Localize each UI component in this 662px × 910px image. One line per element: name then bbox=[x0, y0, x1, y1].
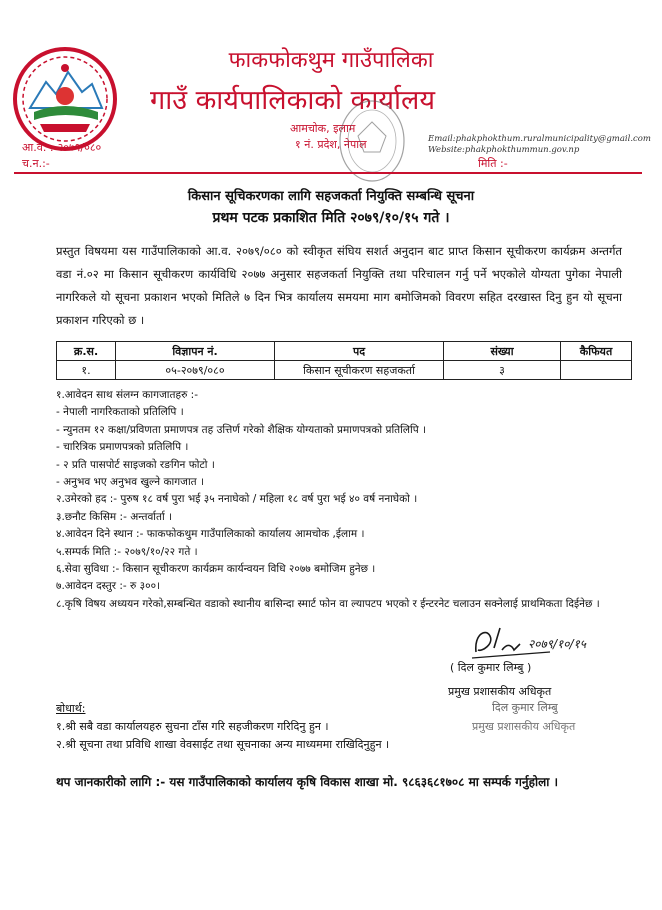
notice-title: किसान सूचिकरणका लागि सहजकर्ता नियुक्ति सम्बन्धि सूचना bbox=[187, 189, 475, 204]
column-header: संख्या bbox=[444, 342, 561, 361]
municipality-name: फाकफोकथुम गाउँपालिका bbox=[228, 48, 434, 73]
table-cell: किसान सूचीकरण सहजकर्ता bbox=[275, 361, 444, 380]
signatory-designation: प्रमुख प्रशासकीय अधिकृत bbox=[448, 685, 552, 698]
address-line-1: आमचोक, इलाम bbox=[290, 122, 356, 135]
distribution-item: २.श्री सूचना तथा प्रविधि शाखा वेवसाईट तथा सूचनाका अन्य माध्यममा राखिदिनुहुन । bbox=[56, 738, 390, 751]
notice-body: प्रस्तुत विषयमा यस गाउँपालिकाको आ.व. २०७९/०८० को स्वीकृत संघिय सशर्त अनुदान बाट प्राप्त किसान सूचीकरण कार्यक्रम अन्तर्गत वडा नं.०२ मा किसान सूचीकरण कार्यविधि २०७७ अनुसार सहजकर्ता नियुक्ति तथा परिचालन गर्नु पर्ने भएकोले योग्यता पुगेका नेपाली नागरिकले यो सूचना प्रकाशन भएको मितिले ७ दिन भित्र कार्यालय समयमा माग बमोजिमको विवरण सहित दरखास्त दिनु हुन यो सूचना प्रकाशन गरिएको छ । bbox=[56, 244, 622, 327]
table-cell: १. bbox=[57, 361, 116, 380]
office-name: गाउँ कार्यपालिकाको कार्यालय bbox=[150, 85, 435, 116]
email-address: Email:phakphokthum.ruralmunicipality@gmail.com bbox=[428, 134, 651, 144]
table-header-row bbox=[57, 342, 632, 361]
requirements-list bbox=[56, 387, 636, 613]
header-divider bbox=[14, 172, 642, 174]
table-row bbox=[57, 361, 632, 380]
column-header: विज्ञापन नं. bbox=[116, 342, 275, 361]
contact-footer: थप जानकारीको लागि :- यस गाउँपालिकाको कार्यालय कृषि विकास शाखा मो. ९८६३६८१७०८ मा सम्पर्क गर्नुहोला । bbox=[56, 775, 559, 789]
signatory-name: ( दिल कुमार लिम्बु ) bbox=[450, 661, 532, 674]
publication-date: प्रथम पटक प्रकाशित मिति २०७९/१०/१५ गते । bbox=[212, 210, 450, 226]
list-item: ४.आवेदन दिने स्थान :- फाकफोकथुम गाउँपालिकाको कार्यालय आमचोक ,ईलाम । bbox=[56, 528, 365, 541]
website-address: Website:phakphokthummun.gov.np bbox=[428, 145, 580, 155]
list-item: ३.छनौट किसिम :- अन्तर्वार्ता । bbox=[56, 510, 173, 523]
distribution-item: १.श्री सबै वडा कार्यालयहरु सुचना टाँस गरि सहजीकरण गरिदिनु हुन । bbox=[56, 720, 329, 733]
list-item: - नेपाली नागरिकताको प्रतिलिपि । bbox=[56, 406, 184, 419]
reference-number: च.न.:- bbox=[22, 157, 50, 170]
svg-text:२०७९/१०/१५: २०७९/१०/१५ bbox=[528, 637, 587, 651]
table-cell: ३ bbox=[444, 361, 561, 380]
vacancy-table bbox=[56, 341, 632, 380]
distribution-label: बोधार्थ: bbox=[56, 702, 86, 715]
list-item: ५.सम्पर्क मिति :- २०७९/१०/२२ गते । bbox=[56, 545, 198, 558]
list-item: २.उमेरको हद :- पुरुष १८ वर्ष पुरा भई ३५ ननाघेको / महिला १८ वर्ष पुरा भई ४० वर्ष ननाघेको । bbox=[56, 493, 418, 506]
list-item: ७.आवेदन दस्तुर :- रु ३००। bbox=[56, 580, 161, 593]
name-stamp: दिल कुमार लिम्बु bbox=[492, 701, 558, 714]
designation-stamp: प्रमुख प्रशासकीय अधिकृत bbox=[472, 720, 576, 733]
date-label: मिति :- bbox=[478, 157, 508, 170]
column-header: क्र.स. bbox=[57, 342, 116, 361]
table-cell: ०५-२०७९/०८० bbox=[116, 361, 275, 380]
list-item: १.आवेदन साथ संलग्न कागजातहरु :- bbox=[56, 389, 199, 401]
address-line-2: १ नं. प्रदेश, नेपाल bbox=[295, 138, 367, 151]
table-cell bbox=[561, 361, 632, 380]
list-item: - २ प्रति पासपोर्ट साइजको रङगिन फोटो । bbox=[56, 458, 215, 471]
list-item: - अनुभव भए अनुभव खुल्ने कागजात । bbox=[56, 475, 204, 488]
list-item: ८.कृषि विषय अध्ययन गरेको,सम्बन्धित वडाको स्थानीय बासिन्दा स्मार्ट फोन वा ल्यापटप भएको र ईन्टरनेट चलाउन सक्नेलाई प्राथमिकता दिईनेछ । bbox=[56, 597, 600, 610]
list-item: ६.सेवा सुविधा :- किसान सूचीकरण कार्यक्रम कार्यन्वयन विधि २०७७ बमोजिम हुनेछ । bbox=[56, 562, 376, 575]
list-item: - न्युनतम १२ कक्षा/प्रविणता प्रमाणपत्र तह उत्तिर्ण गरेको शैक्षिक योग्यताको प्रमाणपत्रको प्रतिलिपि । bbox=[56, 423, 426, 436]
list-item: - चारित्रिक प्रमाणपत्रको प्रतिलिपि । bbox=[56, 441, 189, 454]
column-header: पद bbox=[275, 342, 444, 361]
column-header: कैफियत bbox=[561, 342, 632, 361]
fiscal-year: आ.व. :-२०७९/०८० bbox=[22, 141, 102, 154]
handwritten-signature bbox=[468, 622, 618, 662]
